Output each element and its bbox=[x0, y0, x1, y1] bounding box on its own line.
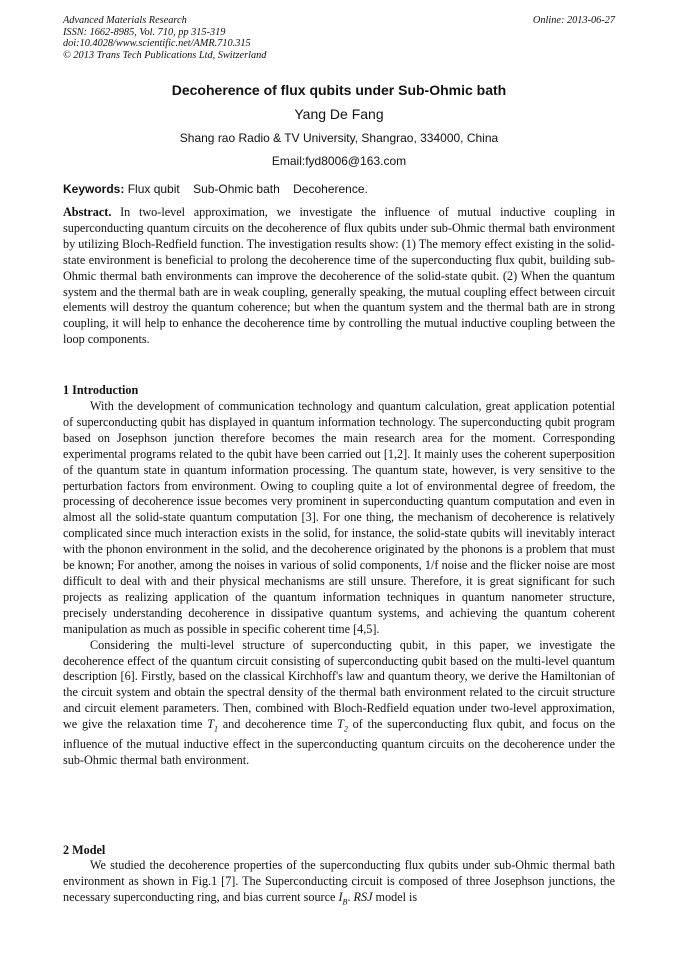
author-name: Yang De Fang bbox=[294, 106, 384, 122]
model-p1-text-a: We studied the decoherence properties of the superconducting flux qubits under sub-Ohmic thermal bath environment as shown in Fig.1 [7]. The Superconducting circuit is composed of three Josephson junctions, the necessary superconducting ring, and bias current source bbox=[63, 858, 615, 904]
model-body bbox=[63, 858, 615, 910]
section-heading-introduction: 1 Introduction bbox=[63, 383, 139, 397]
author-email: Email:fyd8006@163.com bbox=[271, 154, 407, 168]
relaxation-time-symbol: $T_1$ bbox=[207, 717, 218, 734]
introduction-body bbox=[63, 399, 615, 769]
keywords-label: Keywords: bbox=[63, 182, 125, 196]
model-p1-text-c: model is bbox=[375, 889, 418, 904]
abstract-text: In two-level approximation, we investigate the influence of mutual inductive coupling in superconducting quantum circuits on the decoherence of flux qubits under sub-Ohmic thermal bath environment by utilizing Bloch-Redfield function. The investigation results show: (1) The memory effect existing in the solid-state environment is beneficial to prolong the decoherence time of the superconducting flux qubit, building sub-Ohmic thermal bath environments can improve the decoherence of the solid-state qubit. (2) When the quantum system and the thermal bath are in weak coupling, generally speaking, the mutual coupling effect between circuit elements will destroy the quantum coherence; but when the quantum system and the thermal bath are in strong coupling, it will help to enhance the decoherence time by controlling the mutual inductive coupling between the loop components. bbox=[63, 205, 615, 347]
keywords bbox=[63, 182, 615, 196]
decoherence-time-symbol: $T_2$ bbox=[337, 717, 348, 734]
intro-p2-text-c: of the superconducting flux qubit, and focus on the influence of the mutual inductive effect in the superconducting quantum circuits on the decoherence under the sub-Ohmic thermal bath environment. bbox=[63, 717, 616, 768]
abstract-label: Abstract. bbox=[63, 205, 112, 219]
keyword-item: Sub-Ohmic bath bbox=[193, 182, 280, 196]
publication-header bbox=[63, 15, 615, 61]
model-paragraph-1: We studied the decoherence properties of the superconducting flux qubits under sub-Ohmic thermal bath environment as shown in Fig.1 [7]. The Superconducting circuit is composed of three Josephson junctions, the necessary superconducting ring, and bias current source $I_B$. RSJ model is bbox=[63, 858, 615, 907]
rsj-label: RSJ bbox=[353, 889, 373, 904]
intro-paragraph-1: With the development of communication technology and quantum calculation, great application potential of superconducting qubit has displayed in quantum information technology. The superconducting qubit program based on Josephson junction therefore becomes the main research area for the moment. Corresponding experimental programs related to the qubit have been carried out [1,2]. It mainly uses the coherent superposition of the quantum state in quantum information processing. The quantum state, however, is very sensitive to the perturbation factors from environment. Owing to coupling quite a lot of environmental degree of freedom, the processing of decoherence issue becomes very prominent in superconducting quantum computation and even in almost all the solid-state quantum computation [3]. For one thing, the mechanism of decoherence is relatively complicated since much interaction exists in the solid, for instance, the solid-state qubits will inevitably interact with the phonon environment in the solid, and the decoherence originated by the phonons is a problem that must be known; For another, among the noises in various of solid components, 1/f noise and the flicker noise are most difficult to deal with and their physical mechanisms are still unsure. Therefore, it is great significant for such projects as realizing application of the quantum information techniques in quantum nanometer structure, precisely understanding decoherence in dissipative quantum systems, and achieving the quantum coherent manipulation as much as possible in specific coherent time [4,5]. bbox=[63, 399, 615, 636]
intro-p2-text-a: Considering the multi-level structure of superconducting qubit, in this paper, we investigate the decoherence effect of the quantum circuit consisting of superconducting qubit based on the multi-level quantum description [6]. Firstly, based on the classical Kirchhoff's law and quantum theory, we derive the Hamiltonian of the circuit system and obtain the spectral density of the thermal bath environment related to the circuit structure and circuit element parameters. Then, combined with Bloch-Redfield equation under two-level approximation, we give the relaxation time bbox=[63, 637, 615, 732]
online-date: Online: 2013-06-27 bbox=[532, 15, 615, 26]
copyright-line: © 2013 Trans Tech Publications Ltd, Switzerland bbox=[63, 49, 267, 61]
journal-name: Advanced Materials Research bbox=[63, 15, 187, 26]
keyword-item: Decoherence. bbox=[293, 182, 368, 196]
intro-paragraph-2 bbox=[63, 638, 615, 770]
doi-line: doi:10.4028/www.scientific.net/AMR.710.315 bbox=[63, 38, 251, 50]
keyword-item: Flux qubit bbox=[127, 182, 180, 196]
affiliation: Shang rao Radio & TV University, Shangrao, 334000, China bbox=[179, 131, 499, 145]
bias-current-symbol: $I_B$ bbox=[338, 889, 348, 907]
issn-line: ISSN: 1662-8985, Vol. 710, pp 315-319 bbox=[63, 26, 226, 38]
section-heading-model: 2 Model bbox=[63, 843, 106, 857]
paper-title: Decoherence of flux qubits under Sub-Ohmic bath bbox=[171, 82, 507, 98]
intro-p2-text-b: and decoherence time bbox=[222, 717, 333, 732]
abstract bbox=[63, 205, 615, 348]
